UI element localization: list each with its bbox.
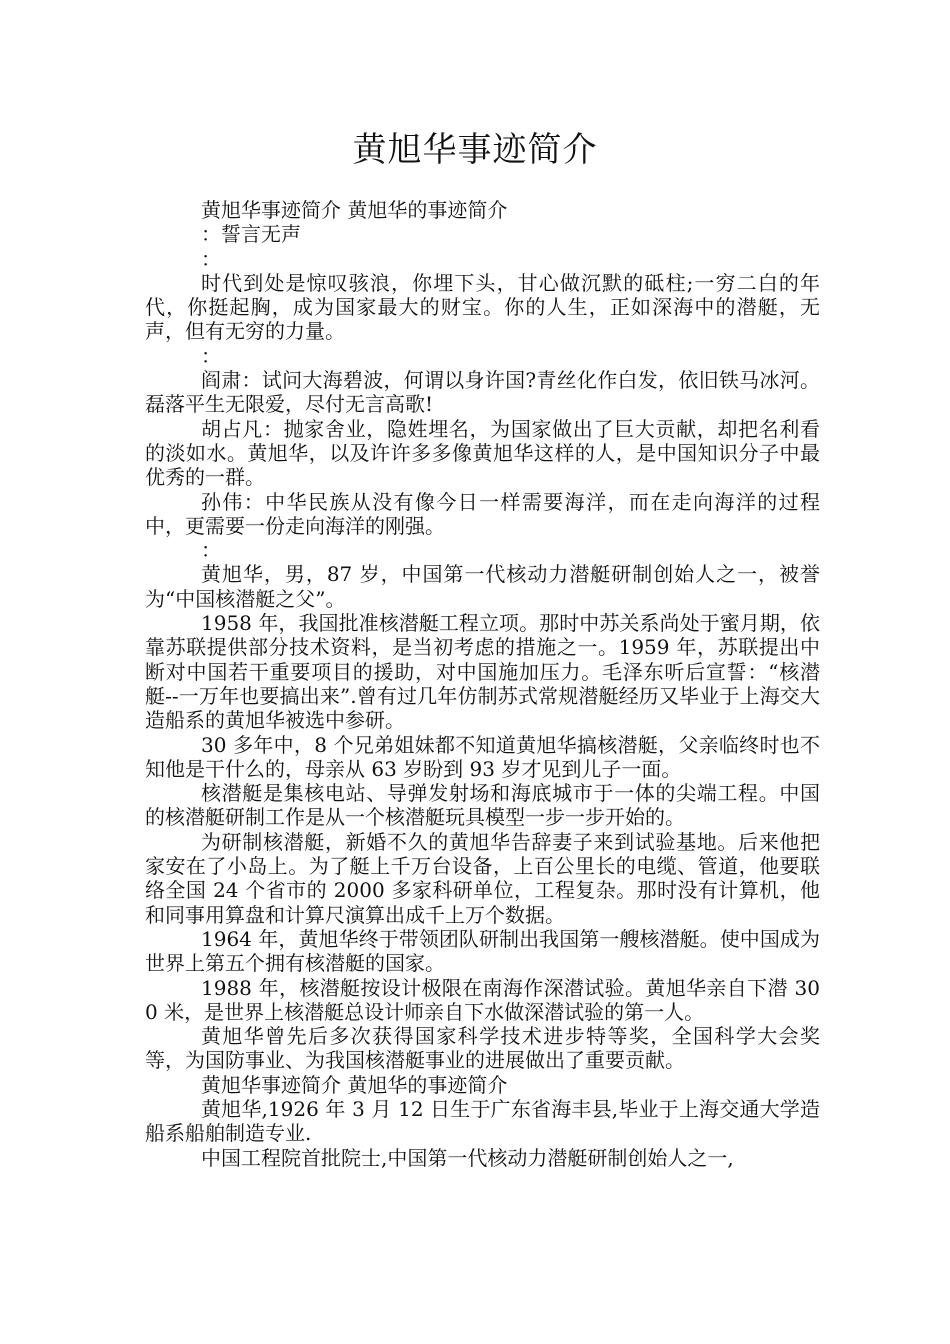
paragraph-project: 核潜艇是集核电站、导弹发射场和海底城市于一体的尖端工程。中国的核潜艇研制工作是从一个核潜艇玩具模型一步一步开始的。 bbox=[145, 781, 820, 830]
paragraph-citation: 时代到处是惊叹骇浪，你埋下头，甘心做沉默的砥柱;一穷二白的年代，你挺起胸，成为国家最大的财宝。你的人生，正如深海中的潜艇，无声，但有无穷的力量。 bbox=[145, 270, 820, 344]
paragraph-research: 为研制核潜艇，新婚不久的黄旭华告辞妻子来到试验基地。后来他把家安在了小岛上。为了艇上千万台设备，上百公里长的电缆、管道，他要联络全国 24 个省市的 2000 多家科研单位，工程复杂。那时没有计算机，他和同事用算盘和计算尺演算出成千上万个数据。 bbox=[145, 829, 820, 927]
paragraph-family: 30 多年中，8 个兄弟姐妹都不知道黄旭华搞核潜艇，父亲临终时也不知他是干什么的，母亲从 63 岁盼到 93 岁才见到儿子一面。 bbox=[145, 732, 820, 781]
paragraph-heading-vow: ：誓言无声 bbox=[201, 222, 301, 247]
paragraph-comment-hu-zhanfan: 胡占凡：抛家舍业，隐姓埋名，为国家做出了巨大贡献，却把名利看的淡如水。黄旭华，以及许许多多像黄旭华这样的人，是中国知识分子中最优秀的一群。 bbox=[145, 416, 820, 490]
paragraph-comment-yan-su: 阎肃：试问大海碧波，何谓以身许国?青丝化作白发，依旧铁马冰河。磊落平生无限爱，尽付无言高歌! bbox=[145, 368, 820, 417]
paragraph-1988: 1988 年，核潜艇按设计极限在南海作深潜试验。黄旭华亲自下潜 300 米，是世界上核潜艇总设计师亲自下水做深潜试验的第一人。 bbox=[145, 975, 820, 1024]
document-body bbox=[145, 198, 820, 1170]
paragraph-birth: 黄旭华,1926 年 3 月 12 日生于广东省海丰县,毕业于上海交通大学造船系船舶制造专业. bbox=[145, 1096, 820, 1146]
paragraph-bio-intro: 黄旭华，男，87 岁，中国第一代核动力潜艇研制创始人之一，被誉为“中国核潜艇之父”。 bbox=[145, 562, 820, 611]
paragraph-subtitle: 黄旭华事迹简介 黄旭华的事迹简介 bbox=[201, 198, 508, 222]
paragraph-1958: 1958 年，我国批准核潜艇工程立项。那时中苏关系尚处于蜜月期，依靠苏联提供部分技术资料，是当初考虑的措施之一。1959 年，苏联提出中断对中国若干重要项目的援助，对中国施加压力。毛泽东听后宣誓：“核潜艇--一万年也要搞出来”.曾有过几年仿制苏式常规潜艇经历又毕业于上海交大造船系的黄旭华被选中参研。 bbox=[145, 611, 820, 733]
document-title: 黄旭华事迹简介 bbox=[352, 130, 598, 170]
paragraph-colon: ： bbox=[201, 538, 221, 563]
paragraph-awards: 黄旭华曾先后多次获得国家科学技术进步特等奖，全国科学大会奖等，为国防事业、为我国核潜艇事业的进展做出了重要贡献。 bbox=[145, 1024, 820, 1073]
paragraph-1964: 1964 年，黄旭华终于带领团队研制出我国第一艘核潜艇。使中国成为世界上第五个拥有核潜艇的国家。 bbox=[145, 926, 820, 976]
paragraph-colon: ： bbox=[201, 246, 221, 271]
paragraph-comment-sun-wei: 孙伟：中华民族从没有像今日一样需要海洋，而在走向海洋的过程中，更需要一份走向海洋的刚强。 bbox=[145, 489, 820, 538]
paragraph-colon: ： bbox=[201, 343, 221, 368]
paragraph-academician: 中国工程院首批院士,中国第一代核动力潜艇研制创始人之一, bbox=[201, 1145, 734, 1170]
paragraph-subtitle-repeat: 黄旭华事迹简介 黄旭华的事迹简介 bbox=[201, 1072, 508, 1097]
